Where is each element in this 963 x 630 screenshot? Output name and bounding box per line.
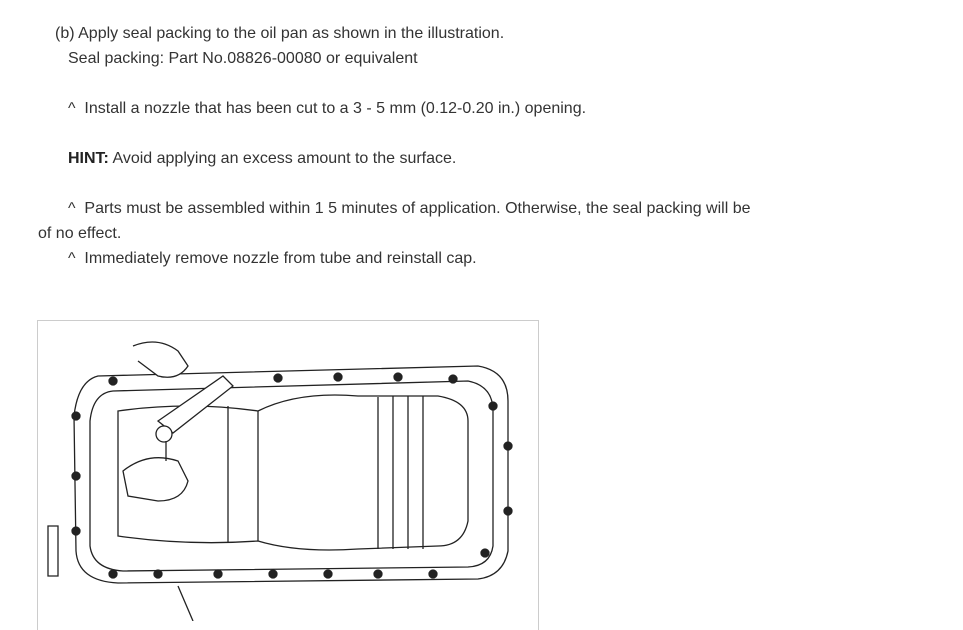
bullet-text: Parts must be assembled within 1 5 minutes of application. Otherwise, the seal packing will be (84, 200, 751, 217)
oil-pan-illustration (37, 320, 539, 630)
hint-text: Avoid applying an excess amount to the surface. (108, 150, 457, 167)
hint (68, 149, 456, 169)
bullet-nozzle (68, 99, 586, 119)
bullet-remove-nozzle (68, 249, 477, 269)
seal-packing-text: Seal packing: Part No.08826-00080 or equivalent (68, 50, 418, 67)
bullet-symbol: ^ (68, 100, 76, 117)
bullet-assembly (68, 199, 751, 219)
bullet-text: Immediately remove nozzle from tube and reinstall cap. (84, 250, 477, 267)
step-text: (b) Apply seal packing to the oil pan as shown in the illustration. (55, 25, 505, 42)
hint-label: HINT: (68, 150, 109, 167)
bullet-symbol: ^ (68, 250, 76, 267)
bullet-assembly-cont: of no effect. (38, 225, 122, 242)
bullet-symbol: ^ (68, 200, 76, 217)
bullet-text: Install a nozzle that has been cut to a 3 - 5 mm (0.12-0.20 in.) opening. (84, 100, 587, 117)
